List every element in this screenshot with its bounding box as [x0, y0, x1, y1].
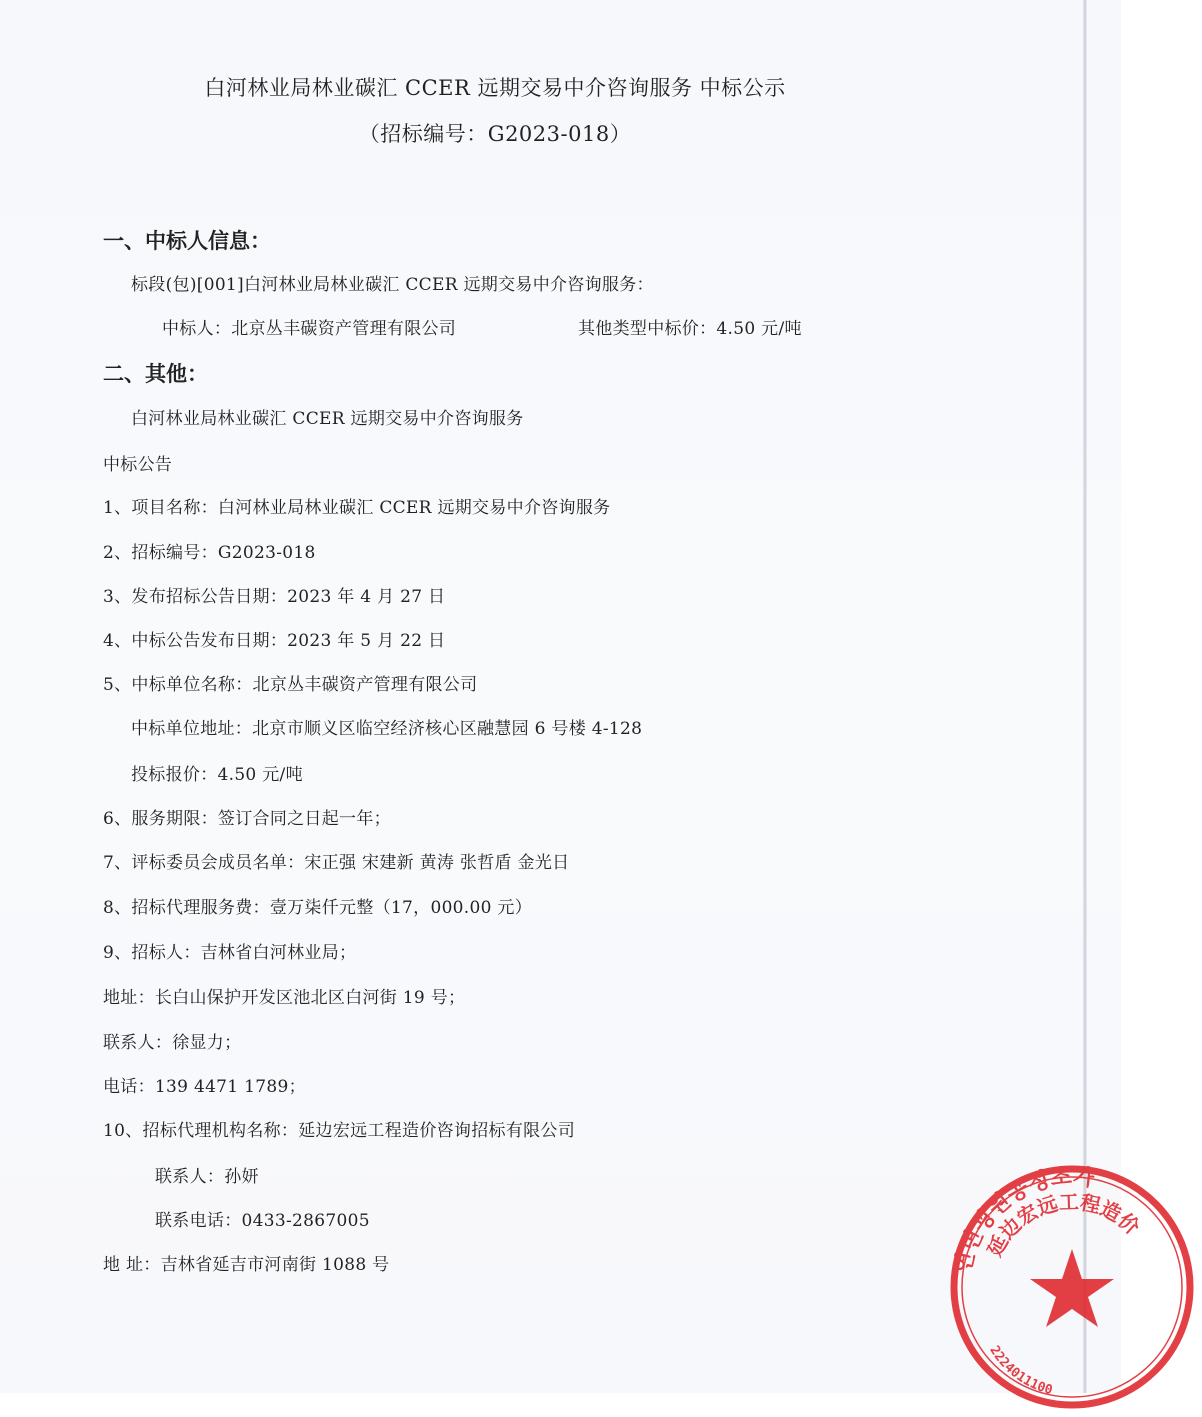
lot-line: 标段(包)[001]白河林业局林业碳汇 CCER 远期交易中介咨询服务：: [131, 275, 654, 295]
list-item: 4、中标公告发布日期：2023 年 5 月 22 日: [103, 631, 446, 651]
list-item: 联系人：徐显力；: [103, 1033, 242, 1053]
list-item: 地址：长白山保护开发区池北区白河街 19 号；: [103, 988, 466, 1008]
list-item: 5、中标单位名称：北京丛丰碳资产管理有限公司: [103, 675, 478, 695]
list-item: 2、招标编号：G2023-018: [103, 543, 316, 563]
list-item: 投标报价：4.50 元/吨: [131, 765, 303, 785]
list-item: 6、服务期限：签订合同之日起一年；: [103, 809, 391, 829]
list-item: 联系人：孙妍: [155, 1167, 259, 1187]
document-title: 白河林业局林业碳汇 CCER 远期交易中介咨询服务 中标公示: [204, 76, 786, 100]
notice-label: 中标公告: [103, 455, 173, 475]
project-line: 白河林业局林业碳汇 CCER 远期交易中介咨询服务: [131, 409, 524, 429]
list-item: 3、发布招标公告日期：2023 年 4 月 27 日: [103, 587, 446, 607]
official-seal: [942, 1157, 1145, 1399]
list-item: 中标单位地址：北京市顺义区临空经济核心区融慧园 6 号楼 4-128: [131, 719, 643, 739]
list-item: 地 址：吉林省延吉市河南街 1088 号: [103, 1255, 390, 1275]
list-item: 10、招标代理机构名称：延边宏远工程造价咨询招标有限公司: [103, 1121, 576, 1141]
list-item: 联系电话：0433-2867005: [155, 1211, 370, 1231]
list-item: 7、评标委员会成员名单：宋正强 宋建新 黄涛 张哲盾 金光日: [103, 853, 570, 873]
list-item: 9、招标人：吉林省白河林业局；: [103, 943, 357, 963]
winning-price: 其他类型中标价：4.50 元/吨: [578, 319, 802, 339]
section-heading-winner-info: 一、中标人信息：: [103, 229, 271, 253]
list-item: 1、项目名称：白河林业局林业碳汇 CCER 远期交易中介咨询服务: [103, 498, 611, 518]
list-item: 8、招标代理服务费：壹万柒仟元整（17，000.00 元）: [103, 898, 533, 918]
seal-text-korean: 연변굉원공정조가: [950, 1164, 1096, 1276]
bid-number-subtitle: （招标编号：G2023-018）: [358, 122, 632, 146]
seal-text-chinese: 延边宏远工程造价: [982, 1189, 1145, 1261]
seal-graphic: [942, 1157, 1202, 1417]
list-item: 电话：139 4471 1789；: [103, 1077, 306, 1097]
seal-star-icon: [1030, 1249, 1114, 1327]
winner-name: 中标人：北京丛丰碳资产管理有限公司: [162, 319, 457, 339]
seal-number: 2224011100: [986, 1343, 1055, 1399]
section-heading-other: 二、其他：: [103, 362, 208, 386]
